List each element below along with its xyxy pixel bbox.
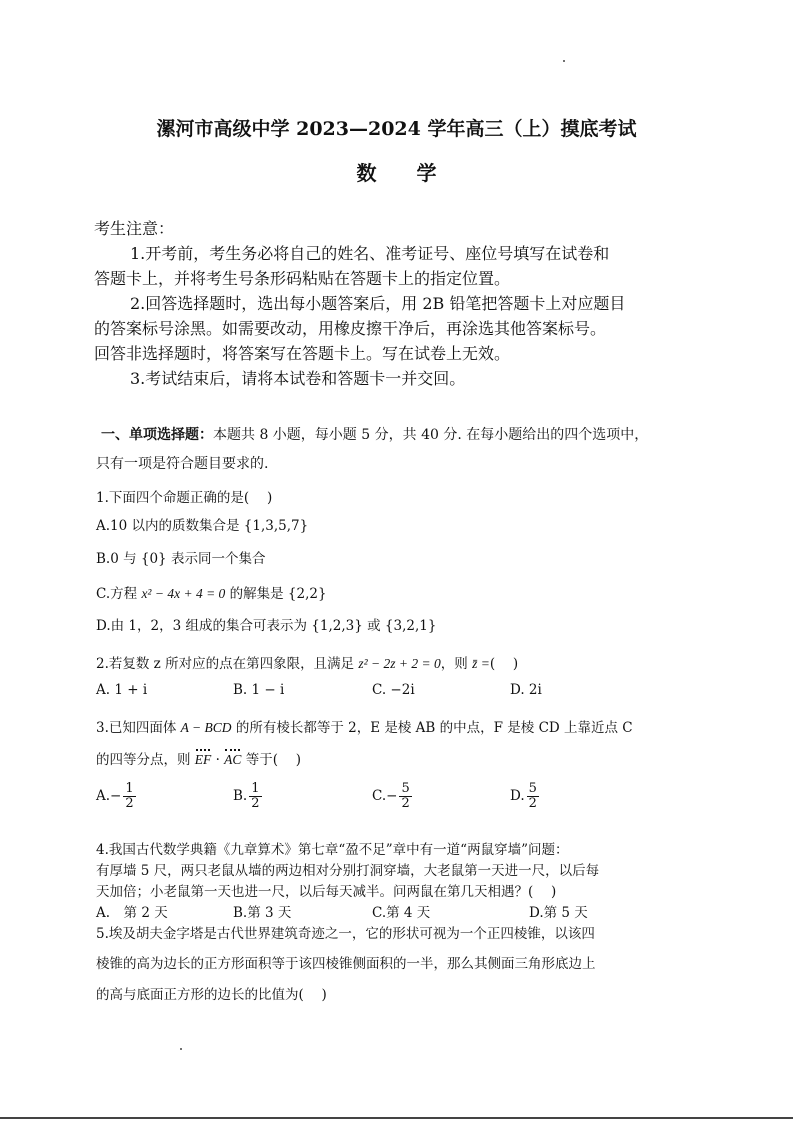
option-label: D. — [510, 788, 525, 804]
q4-option-b: B.第 3 天 — [233, 905, 292, 921]
section-text-cont: 只有一项是符合题目要求的. — [96, 456, 269, 472]
q4-line3: 天加倍；小老鼠第一天也进一尺，以后每天减半。问两鼠在第几天相遇？( ) — [96, 884, 557, 900]
q2-option-d: D. 2i — [510, 682, 542, 698]
denominator: 2 — [528, 796, 537, 811]
fraction — [249, 782, 261, 811]
q1-option-b: B.0 与 {0} 表示同一个集合 — [96, 551, 266, 567]
q3-option-d — [510, 782, 539, 811]
minus-sign: − — [110, 788, 122, 804]
option-label: B. — [233, 788, 248, 804]
q3-tetrahedron: A − BCD — [180, 720, 232, 735]
q4-option-d: D.第 5 天 — [529, 905, 588, 921]
notice-line: 3.考试结束后，请将本试卷和答题卡一并交回。 — [130, 369, 466, 388]
q2-equation: z² − 2z + 2 = 0 — [358, 656, 441, 671]
q1-option-c — [96, 582, 327, 602]
notice-heading: 考生注意： — [94, 219, 175, 238]
denominator: 2 — [125, 796, 134, 811]
q1-option-d: D.由 1，2，3 组成的集合可表示为 {1,2,3} 或 {3,2,1} — [96, 618, 437, 634]
option-label: A. — [96, 788, 111, 804]
section-text: 本题共 8 小题，每小题 5 分，共 40 分. 在每小题给出的四个选项中， — [213, 427, 649, 443]
notice-line: 的答案标号涂黑。如需要改动，用橡皮擦干净后，再涂选其他答案标号。 — [94, 319, 607, 338]
numerator: 1 — [251, 781, 260, 796]
q2-stem-suffix: ( ) — [489, 656, 519, 672]
option-label: C. — [372, 788, 387, 804]
section-label: 一、单项选择题： — [101, 427, 213, 443]
vector-ef: EF — [194, 752, 212, 767]
notice-line: 回答非选择题时，将答案写在答题卡上。写在试卷上无效。 — [94, 344, 511, 363]
q1-c-prefix: C.方程 — [96, 586, 142, 602]
notice-line: 答题卡上，并将考生号条形码粘贴在答题卡上的指定位置。 — [94, 269, 511, 288]
scan-speck — [563, 60, 565, 62]
q3-line2 — [96, 748, 301, 768]
q1-stem: 1.下面四个命题正确的是( ) — [96, 490, 273, 506]
q3-option-a — [96, 782, 136, 811]
subject-title: 数学 — [356, 161, 477, 185]
q3-line1-prefix: 3.已知四面体 — [96, 720, 181, 736]
q2-stem — [96, 652, 518, 672]
q1-option-a: A.10 以内的质数集合是 {1,3,5,7} — [96, 518, 309, 534]
q1-c-suffix: 的解集是 {2,2} — [225, 586, 327, 602]
q3-line1-suffix: 的所有棱长都等于 2，E 是棱 AB 的中点，F 是棱 CD 上靠近点 C — [231, 720, 633, 736]
q2-option-c: C. −2i — [372, 682, 415, 698]
numerator: 1 — [125, 781, 134, 796]
q3-line2-suffix: 等于( ) — [241, 752, 302, 768]
fraction — [123, 782, 135, 811]
denominator: 2 — [251, 796, 260, 811]
q3-line1 — [96, 716, 633, 736]
q5-line1: 5.埃及胡夫金字塔是古代世界建筑奇迹之一，它的形状可视为一个正四棱锥，以该四 — [96, 926, 595, 942]
notice-line: 1.开考前，考生务必将自己的姓名、准考证号、座位号填写在试卷和 — [130, 244, 610, 263]
q2-stem-mid: ，则 — [440, 656, 473, 672]
q3-line2-prefix: 的四等分点，则 — [96, 752, 195, 768]
vector-ac: AC — [224, 752, 242, 767]
numerator: 5 — [528, 781, 537, 796]
dot-operator: · — [211, 752, 225, 768]
scan-speck — [180, 1048, 182, 1050]
notice-line: 2.回答选择题时，选出每小题答案后，用 2B 铅笔把答题卡上对应题目 — [130, 294, 626, 313]
q3-option-b — [233, 782, 262, 811]
q4-line1: 4.我国古代数学典籍《九章算术》第七章“盈不足”章中有一道“两鼠穿墙”问题： — [96, 842, 569, 858]
q4-option-a: A. 第 2 天 — [96, 905, 168, 921]
q2-option-b: B. 1 − i — [233, 682, 285, 698]
q2-stem-prefix: 2.若复数 z 所对应的点在第四象限，且满足 — [96, 656, 359, 672]
q1-c-equation: x² − 4x + 4 = 0 — [141, 586, 226, 601]
page-bottom-border — [0, 1117, 793, 1119]
numerator: 5 — [401, 781, 410, 796]
q2-conjugate: z̄ = — [472, 656, 490, 671]
q3-option-c — [372, 782, 412, 811]
q4-option-c: C.第 4 天 — [372, 905, 431, 921]
q5-line2: 棱锥的高为边长的正方形面积等于该四棱锥侧面积的一半，那么其侧面三角形底边上 — [96, 956, 596, 972]
denominator: 2 — [401, 796, 410, 811]
minus-sign: − — [386, 788, 398, 804]
q4-line2: 有厚墙 5 尺，两只老鼠从墙的两边相对分别打洞穿墙，大老鼠第一天进一尺，以后每 — [96, 863, 600, 879]
q5-line3: 的高与底面正方形的边长的比值为( ) — [96, 987, 327, 1003]
fraction — [527, 782, 539, 811]
section-heading — [101, 424, 648, 444]
exam-title: 漯河市高级中学 2023—2024 学年高三（上）摸底考试 — [156, 118, 637, 140]
fraction — [399, 782, 411, 811]
q2-option-a: A. 1 + i — [96, 682, 148, 698]
